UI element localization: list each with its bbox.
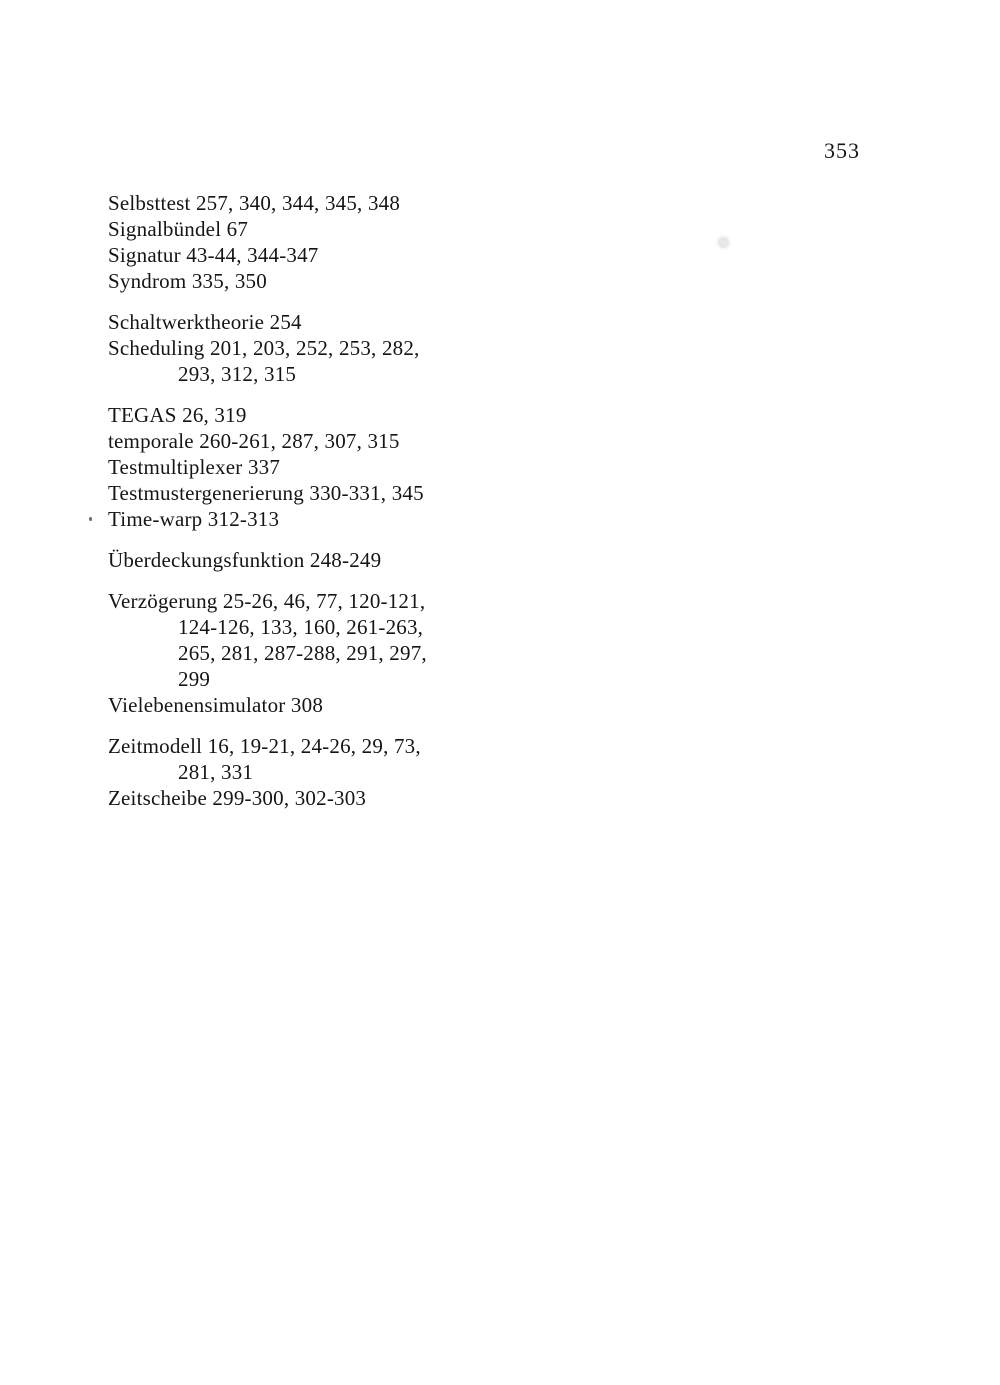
index-entry-line: Testmustergenerierung 330-331, 345 bbox=[108, 481, 424, 505]
index-entry bbox=[108, 268, 568, 294]
index-entry-line: Selbsttest 257, 340, 344, 345, 348 bbox=[108, 191, 401, 215]
index-entry-continuation-line: 293, 312, 315 bbox=[178, 362, 297, 386]
index-entry-continuation-line: 299 bbox=[178, 667, 211, 691]
index-entry-line: Verzögerung 25-26, 46, 77, 120-121, bbox=[108, 589, 426, 613]
scan-artifact-smudge bbox=[718, 237, 729, 248]
index-entry-line: Syndrom 335, 350 bbox=[108, 269, 267, 293]
index-group bbox=[108, 547, 568, 573]
index-entry-line: TEGAS 26, 319 bbox=[108, 403, 247, 427]
index-entry bbox=[108, 480, 568, 506]
index-group bbox=[108, 733, 568, 811]
index-entry-continuation-line: 265, 281, 287-288, 291, 297, bbox=[178, 641, 427, 665]
index-entry-continuation-line: 124-126, 133, 160, 261-263, bbox=[178, 615, 424, 639]
index-entry-line: Schaltwerktheorie 254 bbox=[108, 310, 302, 334]
index-entry bbox=[108, 588, 568, 692]
scan-artifact-speck bbox=[89, 517, 92, 521]
index-entry-line: Time-warp 312-313 bbox=[108, 507, 280, 531]
index-entry-line: Überdeckungsfunktion 248-249 bbox=[108, 548, 382, 572]
index-entry bbox=[108, 547, 568, 573]
index-entry-line: temporale 260-261, 287, 307, 315 bbox=[108, 429, 400, 453]
index-group bbox=[108, 309, 568, 387]
index-entry-line: Testmultiplexer 337 bbox=[108, 455, 281, 479]
index-entry bbox=[108, 454, 568, 480]
index-entry-line: Signatur 43-44, 344-347 bbox=[108, 243, 319, 267]
index-entry bbox=[108, 733, 568, 785]
index-entry bbox=[108, 335, 568, 387]
index-entry-line: Scheduling 201, 203, 252, 253, 282, bbox=[108, 336, 420, 360]
index-entry-line: Zeitscheibe 299-300, 302-303 bbox=[108, 786, 367, 810]
index-entry bbox=[108, 692, 568, 718]
index-entry-continuation-line: 281, 331 bbox=[178, 760, 254, 784]
index-entry bbox=[108, 190, 568, 216]
index-content bbox=[108, 190, 568, 811]
index-entry bbox=[108, 785, 568, 811]
index-entry bbox=[108, 242, 568, 268]
index-entry-line: Vielebenensimulator 308 bbox=[108, 693, 324, 717]
index-group bbox=[108, 402, 568, 532]
index-group bbox=[108, 588, 568, 718]
page-number: 353 bbox=[824, 138, 860, 163]
index-entry bbox=[108, 402, 568, 428]
index-entry bbox=[108, 428, 568, 454]
index-entry-line: Zeitmodell 16, 19-21, 24-26, 29, 73, bbox=[108, 734, 421, 758]
index-group bbox=[108, 190, 568, 294]
index-entry bbox=[108, 309, 568, 335]
index-entry-line: Signalbündel 67 bbox=[108, 217, 249, 241]
index-entry bbox=[108, 216, 568, 242]
index-entry bbox=[108, 506, 568, 532]
